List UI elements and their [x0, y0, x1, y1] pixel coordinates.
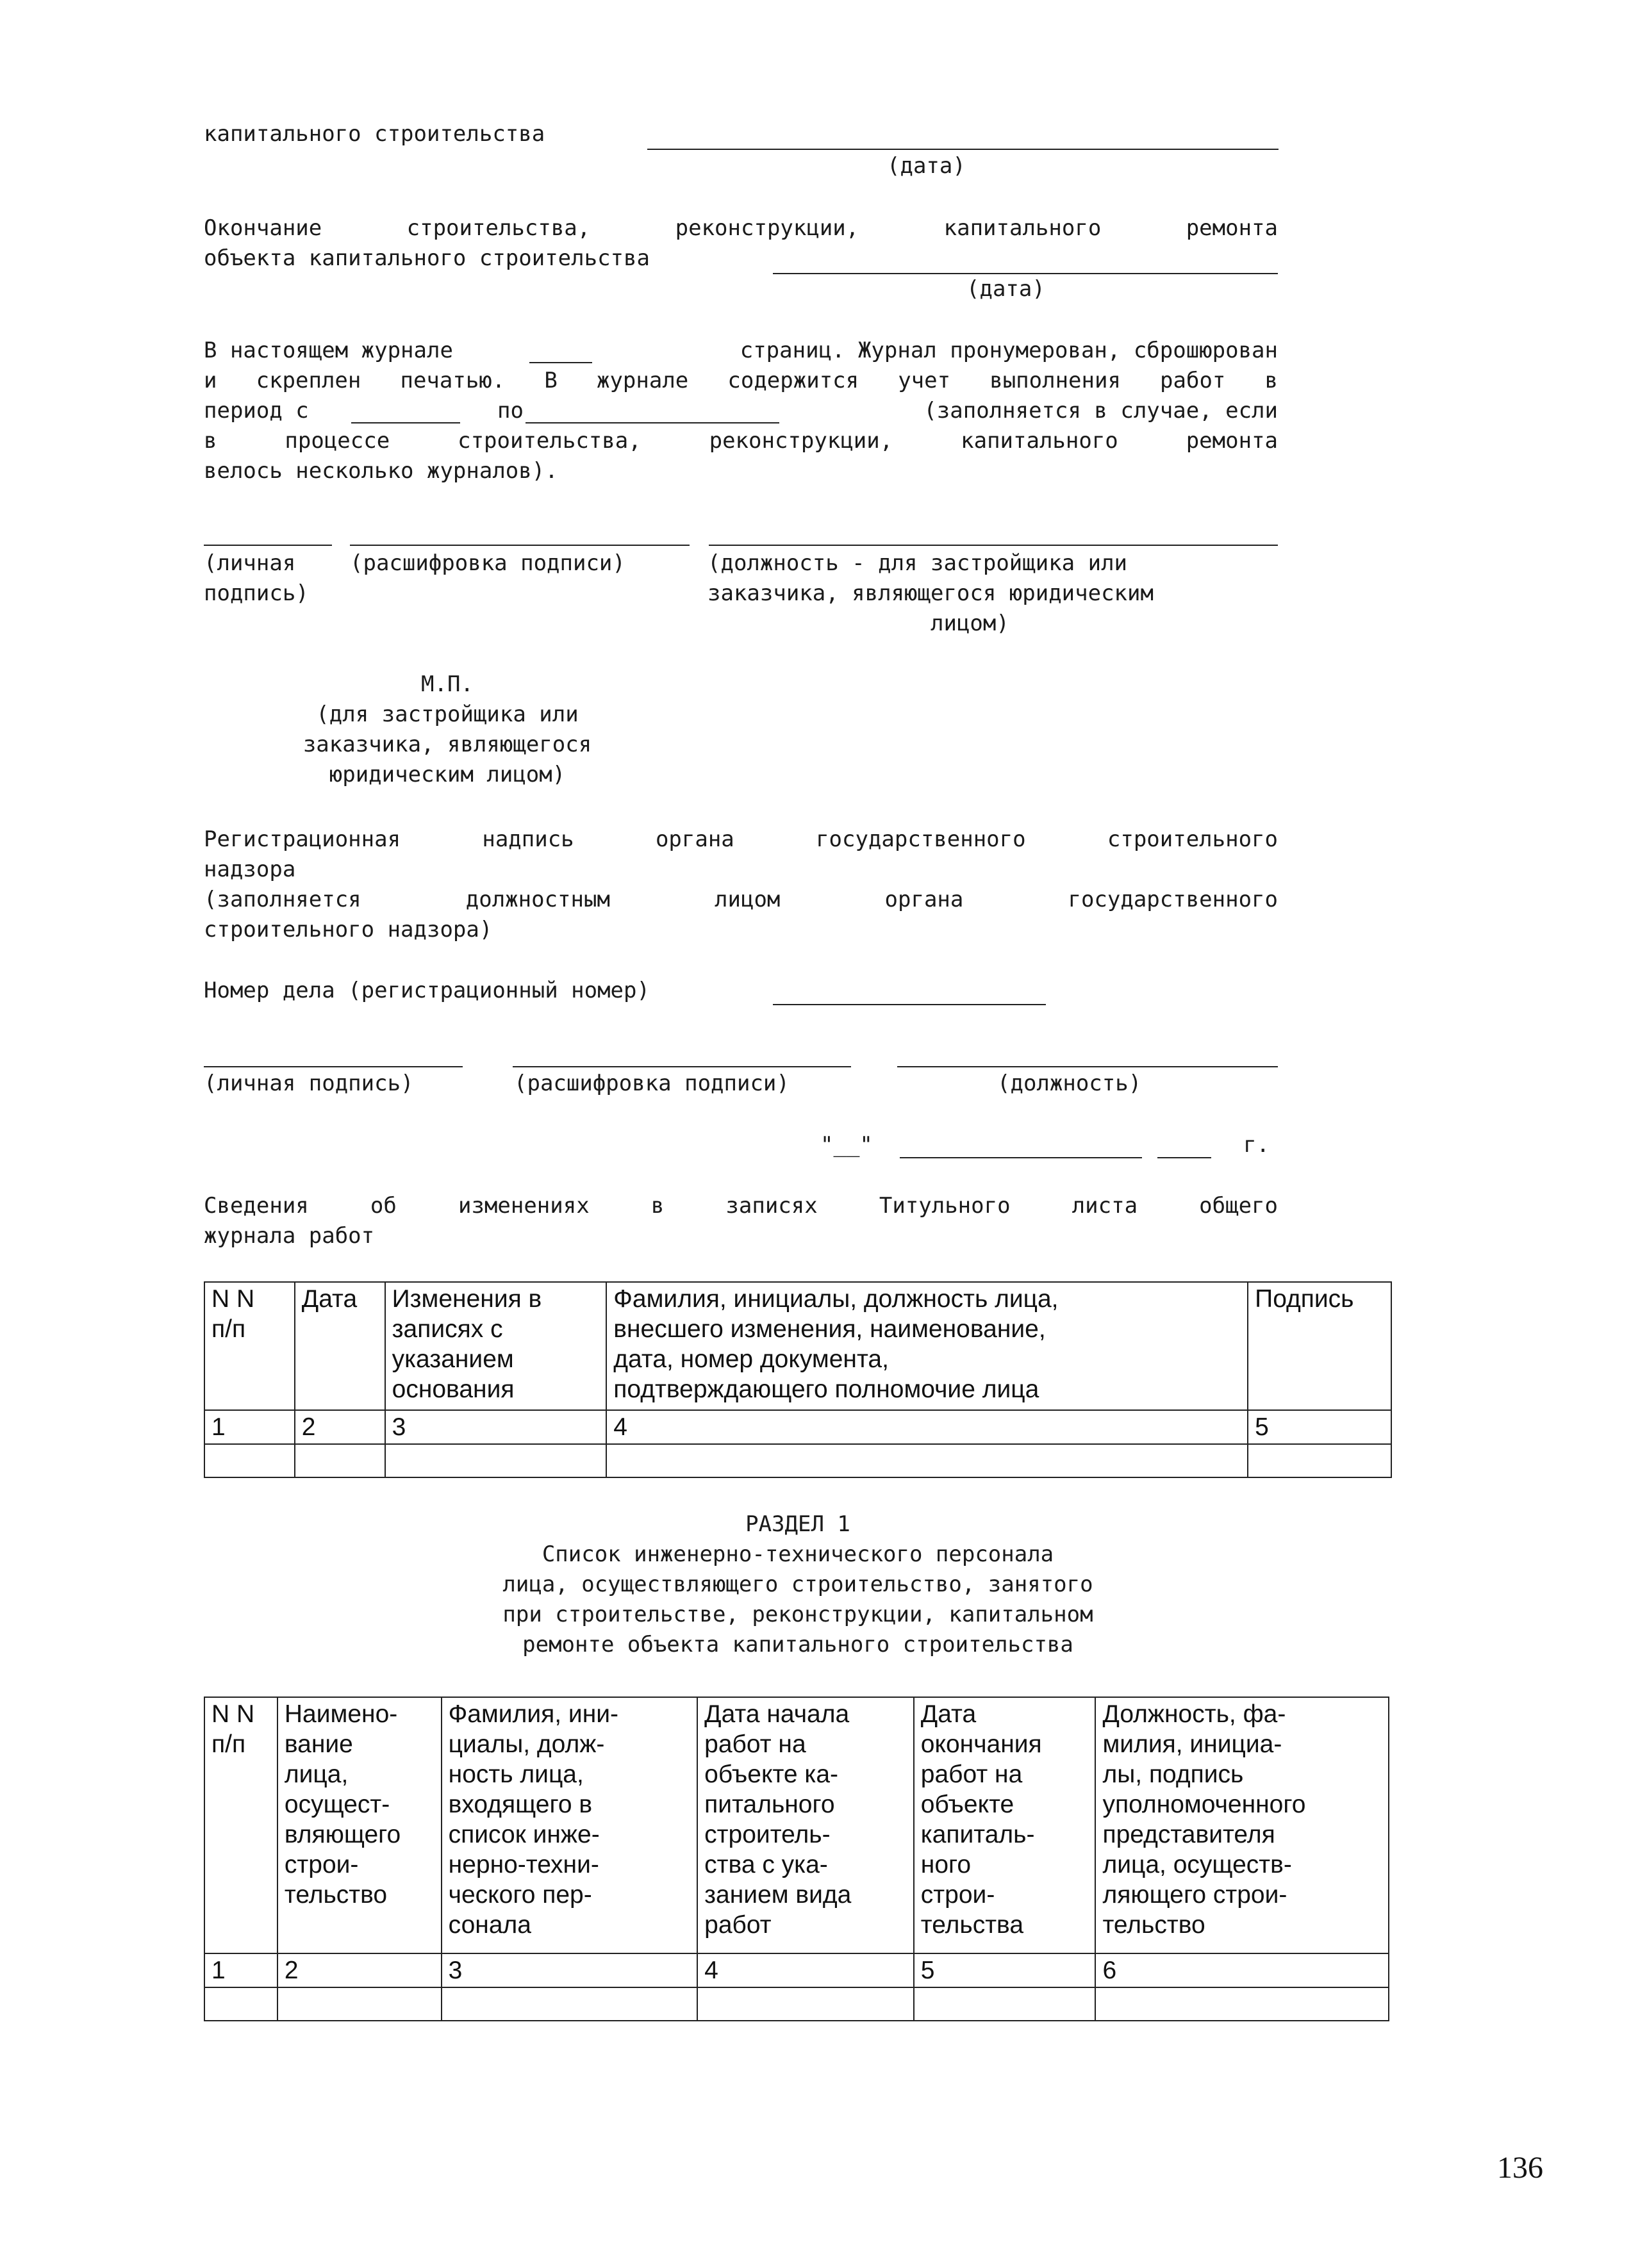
start-date-caption: (дата) — [887, 153, 966, 179]
personnel-col-end-date: Дата окончания работ на объекте капиталь- ного строи- тельства — [914, 1697, 1096, 1953]
date-year-blank — [1157, 1157, 1211, 1158]
date-month-blank — [900, 1157, 1142, 1158]
changes-col-changes: Изменения в записях с указанием основания — [385, 1282, 607, 1410]
changes-num-1: 1 — [204, 1410, 295, 1444]
signature-decode-line-2 — [513, 1066, 851, 1067]
stamp-line-4: юридическим лицом) — [329, 762, 566, 787]
position-line-2 — [897, 1066, 1278, 1067]
changes-col-number: N N п/п — [204, 1282, 295, 1410]
stamp-line-2: (для застройщика или — [316, 702, 579, 727]
table-cell[interactable] — [914, 1987, 1096, 2021]
personnel-num-5: 5 — [914, 1953, 1096, 1987]
section-1-heading — [204, 1509, 1392, 1660]
fill-in-case-text: (заполняется в случае, если — [923, 398, 1278, 423]
position-line-1 — [709, 545, 1278, 546]
journal-pages-label: В настоящем журнале — [204, 338, 453, 363]
pages-count-blank — [529, 362, 592, 363]
changes-num-2: 2 — [295, 1410, 385, 1444]
personnel-num-1: 1 — [204, 1953, 277, 1987]
changes-header-row — [204, 1282, 1391, 1410]
registration-line-4: строительного надзора) — [204, 917, 493, 942]
table-cell[interactable] — [697, 1987, 914, 2021]
personnel-col-number: N N п/п — [204, 1697, 277, 1953]
table-cell[interactable] — [1095, 1987, 1389, 2021]
construction-start-line — [204, 119, 1280, 149]
personnel-empty-row — [204, 1987, 1389, 2021]
personnel-col-entity: Наимено- вание лица, осущест- вляющего строи- тельство — [277, 1697, 442, 1953]
personnel-numbers-row — [204, 1953, 1389, 1987]
changes-table — [204, 1281, 1392, 1478]
personnel-table — [204, 1697, 1389, 2021]
table-cell[interactable] — [204, 1987, 277, 2021]
table-cell[interactable] — [442, 1987, 698, 2021]
journal-line-5: велось несколько журналов). — [204, 458, 558, 484]
personnel-header-row — [204, 1697, 1389, 1953]
changes-empty-row — [204, 1444, 1391, 1477]
date-year-suffix: г. — [1243, 1132, 1270, 1158]
position-caption-line-2: заказчика, являющегося юридическим — [708, 580, 1154, 606]
registration-line-2: надзора — [204, 857, 296, 882]
personnel-num-2: 2 — [277, 1953, 442, 1987]
personnel-col-name: Фамилия, ини- циалы, долж- ность лица, входящего в список инже- нерно-техни- ческого пер- сонала — [442, 1697, 698, 1953]
end-date-caption: (дата) — [966, 276, 1045, 302]
position-caption-line-3: лицом) — [931, 611, 1009, 636]
personal-signature-caption-2: (личная подпись) — [204, 1071, 414, 1096]
section-1-line-1: Список инженерно-технического персонала — [542, 1541, 1054, 1567]
end-construction-line-2: объекта капитального строительства — [204, 245, 650, 271]
personnel-col-start-date: Дата начала работ на объекте ка- питального строитель- ства с ука- занием вида работ — [697, 1697, 914, 1953]
table-cell[interactable] — [385, 1444, 607, 1477]
signature-decode-line-1 — [350, 545, 690, 546]
personal-signature-line-2 — [204, 1066, 463, 1067]
changes-num-3: 3 — [385, 1410, 607, 1444]
changes-heading-line-2: журнала работ — [204, 1223, 375, 1249]
case-number-blank — [773, 1004, 1046, 1005]
personnel-num-4: 4 — [697, 1953, 914, 1987]
table-cell[interactable] — [606, 1444, 1248, 1477]
personal-signature-caption-1: (личная подпись) — [204, 550, 309, 606]
stamp-mp: М.П. — [421, 671, 474, 697]
changes-num-5: 5 — [1248, 1410, 1391, 1444]
stamp-block — [249, 670, 646, 790]
table-cell[interactable] — [295, 1444, 385, 1477]
end-construction-line-1: Окончание строительства, реконструкции, капитального ремонта — [204, 215, 1278, 241]
changes-heading-line-1: Сведения об изменениях в записях Титульного листа общего — [204, 1193, 1278, 1219]
signature-decode-caption-1: (расшифровка подписи) — [350, 550, 625, 576]
date-day-quote: "__" — [820, 1132, 873, 1158]
journal-line-2: и скреплен печатью. В журнале содержится учет выполнения работ в — [204, 368, 1278, 393]
changes-col-signature: Подпись — [1248, 1282, 1391, 1410]
capital-construction-label: капитального строительства — [204, 121, 545, 147]
changes-col-date: Дата — [295, 1282, 385, 1410]
registration-line-3: (заполняется должностным лицом органа государственного — [204, 887, 1278, 912]
page-number: 136 — [1497, 2151, 1543, 2185]
case-number-label: Номер дела (регистрационный номер) — [204, 978, 650, 1003]
period-from-blank — [351, 422, 460, 423]
changes-numbers-row — [204, 1410, 1391, 1444]
period-to-label: по — [497, 398, 524, 423]
registration-line-1: Регистрационная надпись органа государственного строительного — [204, 826, 1278, 852]
signature-decode-caption-2: (расшифровка подписи) — [514, 1071, 790, 1096]
table-cell[interactable] — [204, 1444, 295, 1477]
period-to-blank — [526, 422, 779, 423]
stamp-line-3: заказчика, являющегося — [302, 732, 592, 757]
personnel-num-3: 3 — [442, 1953, 698, 1987]
table-cell[interactable] — [277, 1987, 442, 2021]
position-caption-line-1: (должность - для застройщика или — [708, 550, 1128, 576]
section-1-line-4: ремонте объекта капитального строительства — [522, 1632, 1073, 1657]
changes-col-person: Фамилия, инициалы, должность лица, внесшего изменения, наименование, дата, номер документа, подтверждающего полномочие лица — [606, 1282, 1248, 1410]
changes-num-4: 4 — [606, 1410, 1248, 1444]
section-1-title: РАЗДЕЛ 1 — [745, 1511, 850, 1537]
start-date-blank — [647, 149, 1279, 150]
personnel-col-representative: Должность, фа- милия, инициа- лы, подпись уполномоченного представителя лица, осуществ- ляющего строи- тельство — [1095, 1697, 1389, 1953]
period-from-label: период с — [204, 398, 309, 423]
section-1-line-2: лица, осуществляющего строительство, занятого — [502, 1572, 1093, 1597]
personal-signature-line-1 — [204, 545, 332, 546]
personnel-num-6: 6 — [1095, 1953, 1389, 1987]
section-1-line-3: при строительстве, реконструкции, капитальном — [502, 1602, 1093, 1627]
journal-numbered-text: страниц. Журнал пронумерован, сброшюрован — [740, 338, 1278, 363]
position-caption-2: (должность) — [997, 1071, 1142, 1096]
journal-line-4: в процессе строительства, реконструкции, капитального ремонта — [204, 428, 1278, 454]
table-cell[interactable] — [1248, 1444, 1391, 1477]
